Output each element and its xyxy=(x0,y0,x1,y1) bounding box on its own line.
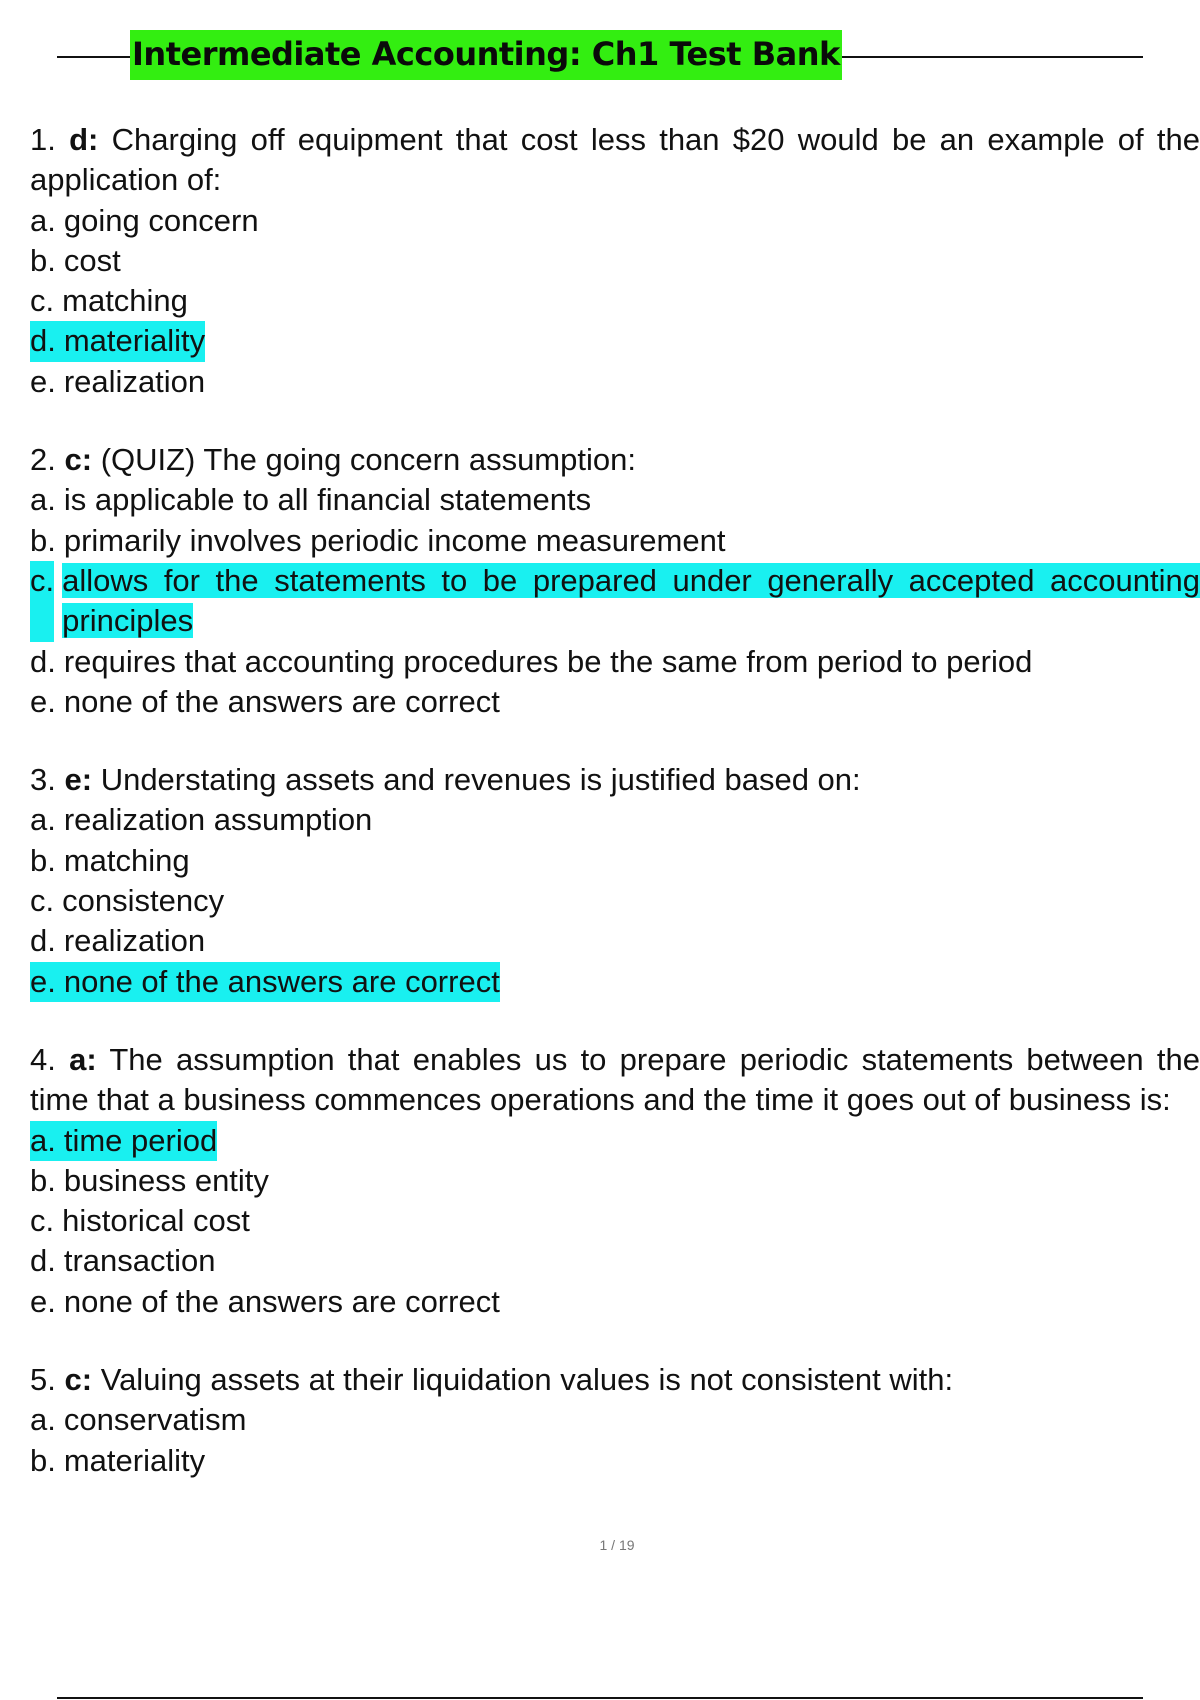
option-b: b. business entity xyxy=(30,1162,269,1198)
option-e: e. none of the answers are correct xyxy=(30,683,500,719)
answer-key: c: xyxy=(64,1362,93,1398)
question-number: 5. xyxy=(30,1362,56,1398)
question-text: The assumption that enables us to prepare periodic statements between the time that a business commences operations and the time it goes out of business is: xyxy=(30,1041,1200,1118)
question-text: (QUIZ) The going concern assumption: xyxy=(100,442,636,478)
answer-key: c: xyxy=(64,442,93,478)
question-number: 1. xyxy=(30,122,56,157)
option-d: d. requires that accounting procedures be the same from period to period xyxy=(30,643,1033,679)
answer-key: d: xyxy=(69,122,99,157)
option-c-correct: c. allows for the statements to be prepared under generally accepted accounting principles xyxy=(30,561,1200,642)
question-number: 2. xyxy=(30,442,56,478)
answer-key: e: xyxy=(64,762,93,798)
question-list xyxy=(30,120,1200,1519)
option-e: e. none of the answers are correct xyxy=(30,1283,500,1319)
option-d-correct: d. materiality xyxy=(30,321,205,361)
question-number: 3. xyxy=(30,762,56,798)
option-c: c. matching xyxy=(30,283,188,319)
question-3 xyxy=(30,760,1200,1002)
question-stem xyxy=(30,760,1200,800)
question-2 xyxy=(30,440,1200,722)
option-e-correct: e. none of the answers are correct xyxy=(30,962,500,1002)
option-a: a. is applicable to all financial statements xyxy=(30,482,592,518)
option-a: a. realization assumption xyxy=(30,802,373,838)
question-text: Charging off equipment that cost less than $20 would be an example of the application of: xyxy=(30,122,1200,198)
question-5 xyxy=(30,1360,1200,1481)
option-b: b. primarily involves periodic income measurement xyxy=(30,522,726,558)
option-b: b. matching xyxy=(30,842,190,878)
option-d: d. realization xyxy=(30,923,206,959)
document-title: Intermediate Accounting: Ch1 Test Bank xyxy=(130,30,842,80)
question-stem xyxy=(30,1360,1200,1400)
title-row xyxy=(57,30,1143,84)
option-e: e. realization xyxy=(30,363,206,399)
option-b: b. materiality xyxy=(30,1442,206,1478)
question-stem xyxy=(30,120,1200,201)
answer-key: a: xyxy=(69,1041,97,1077)
question-text: Valuing assets at their liquidation values is not consistent with: xyxy=(100,1362,954,1398)
option-c: c. historical cost xyxy=(30,1203,250,1239)
question-number: 4. xyxy=(30,1041,56,1077)
option-d: d. transaction xyxy=(30,1243,216,1279)
option-c: c. consistency xyxy=(30,883,225,919)
question-stem xyxy=(30,1040,1200,1121)
option-a: a. conservatism xyxy=(30,1402,247,1438)
option-b: b. cost xyxy=(30,242,121,278)
option-a: a. going concern xyxy=(30,202,259,238)
question-4 xyxy=(30,1040,1200,1322)
bottom-rule xyxy=(57,1697,1143,1699)
question-1 xyxy=(30,120,1200,402)
question-text: Understating assets and revenues is justified based on: xyxy=(100,762,861,798)
option-a-correct: a. time period xyxy=(30,1121,217,1161)
question-stem xyxy=(30,440,1200,480)
page-number: 1 / 19 xyxy=(599,1537,635,1553)
